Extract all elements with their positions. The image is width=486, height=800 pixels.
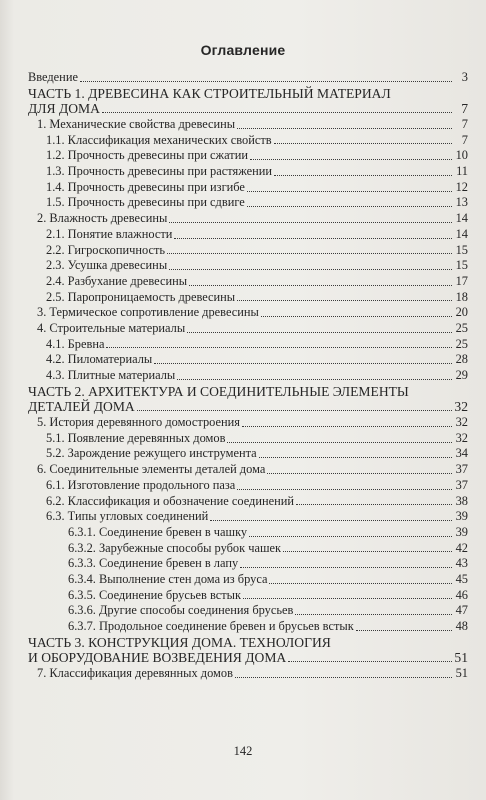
dot-leader: [242, 426, 452, 427]
toc-section-entry: [28, 619, 468, 635]
toc-page-number: 37: [455, 477, 468, 492]
toc-chapter-entry: [28, 321, 468, 337]
toc-section-entry: [28, 196, 468, 212]
toc-section-entry: [28, 447, 468, 463]
toc-page-number: 15: [455, 242, 468, 257]
toc-entry-title: 1.5. Прочность древесины при сдвиге: [46, 195, 245, 210]
toc-part-heading-continuation: [28, 101, 468, 117]
toc-page-number: 46: [455, 587, 468, 602]
toc-entry-title: 5.1. Появление деревянных домов: [46, 430, 226, 445]
toc-section-entry: [28, 494, 468, 510]
toc-entry-title: 4. Строительные материалы: [37, 320, 186, 335]
toc-entry-title: 6.3.1. Соединение бревен в чашку: [68, 524, 248, 539]
toc-section-entry: [28, 243, 468, 259]
toc-entry-title: ДЕТАЛЕЙ ДОМА: [28, 399, 135, 415]
toc-entry-title: 5. История деревянного домостроения: [37, 415, 240, 430]
toc-entry-title: 2.4. Разбухание древесины: [46, 273, 188, 288]
toc-page-number: 11: [456, 164, 468, 179]
toc-part-heading-continuation: [28, 650, 468, 666]
toc-chapter-entry: [28, 305, 468, 321]
toc-page-number: 7: [461, 101, 468, 117]
toc-entry-title: 1.2. Прочность древесины при сжатии: [46, 148, 248, 163]
dot-leader: [227, 442, 452, 443]
dot-leader: [106, 347, 452, 348]
page-title: Оглавление: [200, 42, 286, 58]
dot-leader: [295, 614, 452, 615]
toc-entry-title: 2.1. Понятие влажности: [46, 226, 173, 241]
dot-leader: [240, 567, 452, 568]
toc-page-number: 17: [455, 273, 468, 288]
toc-page-number: 45: [455, 571, 468, 586]
dot-leader: [250, 159, 452, 160]
dot-leader: [102, 112, 452, 113]
toc-page-number: 32: [454, 399, 468, 415]
toc-page-number: 14: [455, 211, 468, 226]
toc-page-number: 10: [455, 148, 468, 163]
dot-leader: [237, 489, 452, 490]
toc-entry-title: 1.4. Прочность древесины при изгибе: [46, 179, 245, 194]
dot-leader: [247, 191, 452, 192]
toc-page-number: 29: [455, 368, 468, 383]
toc-part-heading: [28, 635, 468, 651]
toc-section-entry: [28, 352, 468, 368]
toc-part-heading: [28, 86, 468, 102]
toc-entry-title: ЧАСТЬ 1. ДРЕВЕСИНА КАК СТРОИТЕЛЬНЫЙ МАТЕРИАЛ: [28, 85, 391, 101]
dot-leader: [174, 238, 452, 239]
toc-page-number: 32: [455, 430, 468, 445]
toc-page-number: 25: [455, 336, 468, 351]
toc-page-number: 51: [454, 650, 468, 666]
toc-entry-title: 4.2. Пиломатериалы: [46, 352, 153, 367]
dot-leader: [274, 143, 452, 144]
toc-section-entry: [28, 431, 468, 447]
dot-leader: [169, 222, 452, 223]
toc-section-entry: [28, 603, 468, 619]
toc-page-number: 47: [455, 603, 468, 618]
toc-chapter-entry: [28, 462, 468, 478]
dot-leader: [249, 536, 452, 537]
toc-entry-title: ЧАСТЬ 2. АРХИТЕКТУРА И СОЕДИНИТЕЛЬНЫЕ ЭЛЕМЕНТЫ: [28, 383, 409, 399]
toc-part-heading-continuation: [28, 399, 468, 415]
toc-entry-title: 6.1. Изготовление продольного паза: [46, 477, 236, 492]
toc-section-entry: [28, 227, 468, 243]
toc-part-heading: [28, 384, 468, 400]
toc-page-number: 25: [455, 320, 468, 335]
toc-page-number: 51: [455, 666, 468, 681]
toc-section-entry: [28, 337, 468, 353]
dot-leader: [177, 379, 452, 380]
toc-entry-title: И ОБОРУДОВАНИЕ ВОЗВЕДЕНИЯ ДОМА: [28, 650, 287, 666]
toc-entry-title: 4.1. Бревна: [46, 336, 105, 351]
dot-leader: [296, 504, 452, 505]
toc-entry-title: 3. Термическое сопротивление древесины: [37, 305, 259, 320]
toc-entry-title: 2.5. Паропроницаемость древесины: [46, 289, 236, 304]
toc-page-number: 39: [455, 509, 468, 524]
dot-leader: [247, 206, 452, 207]
toc-entry-title: Введение: [28, 69, 78, 84]
dot-leader: [137, 410, 452, 411]
page-number: 142: [233, 744, 253, 758]
toc-entry-title: 4.3. Плитные материалы: [46, 368, 176, 383]
table-of-contents: [28, 70, 468, 682]
toc-page-number: 15: [455, 258, 468, 273]
toc-section-entry: [28, 509, 468, 525]
toc-entry-title: 6.3.6. Другие способы соединения брусьев: [68, 603, 294, 618]
toc-section-entry: [28, 588, 468, 604]
toc-section-entry: [28, 368, 468, 384]
toc-entry-title: 6.3.4. Выполнение стен дома из бруса: [68, 571, 268, 586]
toc-entry-title: 6.3.5. Соединение брусьев встык: [68, 587, 242, 602]
dot-leader: [210, 520, 452, 521]
toc-entry-title: 6.3.3. Соединение бревен в лапу: [68, 556, 239, 571]
toc-entry-title: 1. Механические свойства древесины: [37, 117, 236, 132]
dot-leader: [288, 661, 452, 662]
dot-leader: [154, 363, 452, 364]
toc-page-number: 14: [455, 226, 468, 241]
dot-leader: [80, 81, 452, 82]
dot-leader: [237, 128, 452, 129]
toc-chapter-entry: [28, 117, 468, 133]
dot-leader: [237, 300, 452, 301]
toc-page-number: 43: [455, 556, 468, 571]
toc-page-number: 7: [461, 117, 468, 132]
toc-page-number: 42: [455, 540, 468, 555]
dot-leader: [261, 316, 452, 317]
toc-page-number: 39: [455, 524, 468, 539]
toc-section-entry: [28, 258, 468, 274]
toc-page-number: 48: [455, 619, 468, 634]
toc-entry-title: 7. Классификация деревянных домов: [37, 666, 233, 681]
toc-page-number: 32: [455, 415, 468, 430]
toc-entry-title: 6.3. Типы угловых соединений: [46, 509, 209, 524]
toc-chapter-entry: [28, 211, 468, 227]
toc-section-entry: [28, 541, 468, 557]
toc-page-number: 38: [455, 493, 468, 508]
toc-entry-title: 5.2. Зарождение режущего инструмента: [46, 446, 257, 461]
toc-section-entry: [28, 180, 468, 196]
toc-entry-title: 1.1. Классификация механических свойств: [46, 132, 272, 147]
toc-entry-title: 6.3.7. Продольное соединение бревен и брусьев встык: [68, 619, 354, 634]
dot-leader: [235, 677, 452, 678]
toc-chapter-entry: [28, 666, 468, 682]
dot-leader: [269, 583, 452, 584]
toc-page-number: 34: [455, 446, 468, 461]
toc-page-number: 20: [455, 305, 468, 320]
toc-section-entry: [28, 290, 468, 306]
toc-entry-title: 6. Соединительные элементы деталей дома: [37, 462, 266, 477]
toc-page-number: 3: [461, 69, 468, 84]
toc-entry-title: ЧАСТЬ 3. КОНСТРУКЦИЯ ДОМА. ТЕХНОЛОГИЯ: [28, 634, 331, 650]
dot-leader: [243, 598, 452, 599]
toc-entry-title: 6.2. Классификация и обозначение соединений: [46, 493, 294, 508]
toc-chapter-entry: [28, 415, 468, 431]
dot-leader: [187, 332, 452, 333]
toc-section-entry: [28, 164, 468, 180]
toc-entry-title: 2. Влажность древесины: [37, 211, 168, 226]
toc-page-number: 28: [455, 352, 468, 367]
toc-page-number: 18: [455, 289, 468, 304]
toc-entry-title: ДЛЯ ДОМА: [28, 101, 100, 117]
toc-section-entry: [28, 148, 468, 164]
toc-section-entry: [28, 572, 468, 588]
toc-section-entry: [28, 525, 468, 541]
dot-leader: [283, 551, 452, 552]
dot-leader: [274, 175, 452, 176]
toc-section-entry: [28, 478, 468, 494]
dot-leader: [189, 285, 452, 286]
toc-page-number: 13: [455, 195, 468, 210]
dot-leader: [356, 630, 452, 631]
toc-section-entry: [28, 133, 468, 149]
dot-leader: [167, 253, 452, 254]
toc-page-number: 7: [461, 132, 468, 147]
dot-leader: [267, 473, 452, 474]
toc-entry-title: 6.3.2. Зарубежные способы рубок чашек: [68, 540, 282, 555]
toc-entry-title: 2.3. Усушка древесины: [46, 258, 168, 273]
toc-section-entry: [28, 70, 468, 86]
toc-entry-title: 2.2. Гигроскопичность: [46, 242, 166, 257]
toc-section-entry: [28, 274, 468, 290]
toc-page-number: 12: [455, 179, 468, 194]
toc-section-entry: [28, 556, 468, 572]
dot-leader: [259, 457, 452, 458]
toc-entry-title: 1.3. Прочность древесины при растяжении: [46, 164, 272, 179]
toc-page-number: 37: [455, 462, 468, 477]
dot-leader: [169, 269, 452, 270]
